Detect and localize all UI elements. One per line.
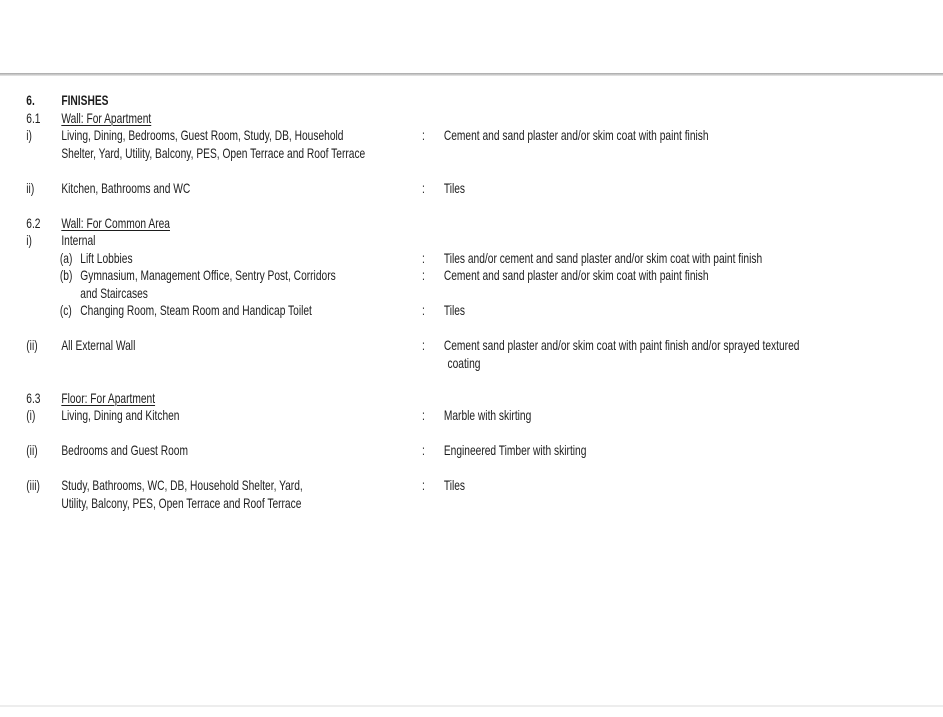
subitem-label: (b) [59,267,73,283]
sub-spec-row-continuation [0,285,943,303]
item-value: Engineered Timber with skirting [443,442,587,458]
spacer-line [0,460,943,478]
subsection-heading-row [0,215,943,233]
colon-separator: : [421,249,425,266]
sub-spec-row [0,302,943,320]
spacer-line [0,162,943,180]
item-label: (i) [26,407,36,423]
item-value: coating [447,354,481,371]
subsection-heading: Wall: For Apartment [61,109,152,126]
item-description: Utility, Balcony, PES, Open Terrace and Roof Terrace [61,494,302,511]
colon-separator: : [421,179,425,196]
colon-separator: : [421,127,425,143]
spacer-line [0,425,943,443]
subsection-heading: Wall: For Common Area [61,214,170,231]
item-description: Internal [61,232,96,248]
spec-row [0,232,943,250]
spacer-line [0,372,943,390]
spacer-line [0,320,943,338]
subsection-heading-row [0,390,943,408]
item-value: Tiles and/or cement and sand plaster and/or skim coat with paint finish [443,249,763,266]
subsection-heading: Floor: For Apartment [61,389,156,406]
spec-row [0,442,943,460]
section-title-row [0,92,943,110]
item-description: Living, Dining, Bedrooms, Guest Room, Study, DB, Household [61,127,344,143]
item-description: Shelter, Yard, Utility, Balcony, PES, Open Terrace and Roof Terrace [61,144,366,161]
colon-separator: : [421,442,425,458]
spec-row-continuation [0,355,943,373]
spec-row [0,407,943,425]
item-label: (ii) [26,442,38,458]
item-label: i) [26,127,32,143]
item-value: Tiles [443,302,466,318]
sub-spec-row [0,250,943,268]
spec-row [0,180,943,198]
item-label: (iii) [26,477,40,493]
colon-separator: : [421,302,425,318]
spec-row-continuation [0,145,943,163]
subitem-description: and Staircases [80,284,148,301]
colon-separator: : [421,407,425,423]
item-label: i) [26,232,32,248]
subitem-label: (c) [59,302,72,318]
spec-row-continuation [0,495,943,513]
item-description: Living, Dining and Kitchen [61,407,180,423]
colon-separator: : [421,267,425,283]
item-label: ii) [26,179,35,196]
sub-spec-row [0,267,943,285]
item-value: Cement sand plaster and/or skim coat with paint finish and/or sprayed textured [443,337,800,353]
subitem-label: (a) [59,249,73,266]
top-divider [0,73,943,76]
subsection-number: 6.2 [26,214,41,231]
colon-separator: : [421,477,425,493]
subsection-number: 6.1 [26,109,41,126]
spec-row [0,477,943,495]
subitem-description: Changing Room, Steam Room and Handicap Toilet [80,302,312,318]
subsection-heading-row [0,110,943,128]
spec-row [0,337,943,355]
section-title: FINISHES [61,92,109,108]
item-value: Tiles [443,179,466,196]
finishes-schedule [0,92,943,512]
item-label: (ii) [26,337,38,353]
subitem-description: Lift Lobbies [80,249,133,266]
item-value: Cement and sand plaster and/or skim coat with paint finish [443,267,709,283]
item-value: Cement and sand plaster and/or skim coat with paint finish [443,127,709,143]
colon-separator: : [421,337,425,353]
item-description: Bedrooms and Guest Room [61,442,188,458]
spec-row [0,127,943,145]
spacer-line [0,197,943,215]
item-description: Study, Bathrooms, WC, DB, Household Shelter, Yard, [61,477,303,493]
item-value: Marble with skirting [443,407,532,423]
item-value: Tiles [443,477,466,493]
item-description: All External Wall [61,337,136,353]
item-description: Kitchen, Bathrooms and WC [61,179,191,196]
section-number: 6. [26,92,35,108]
subitem-description: Gymnasium, Management Office, Sentry Post, Corridors [80,267,336,283]
bottom-divider [0,705,943,707]
subsection-number: 6.3 [26,389,41,406]
